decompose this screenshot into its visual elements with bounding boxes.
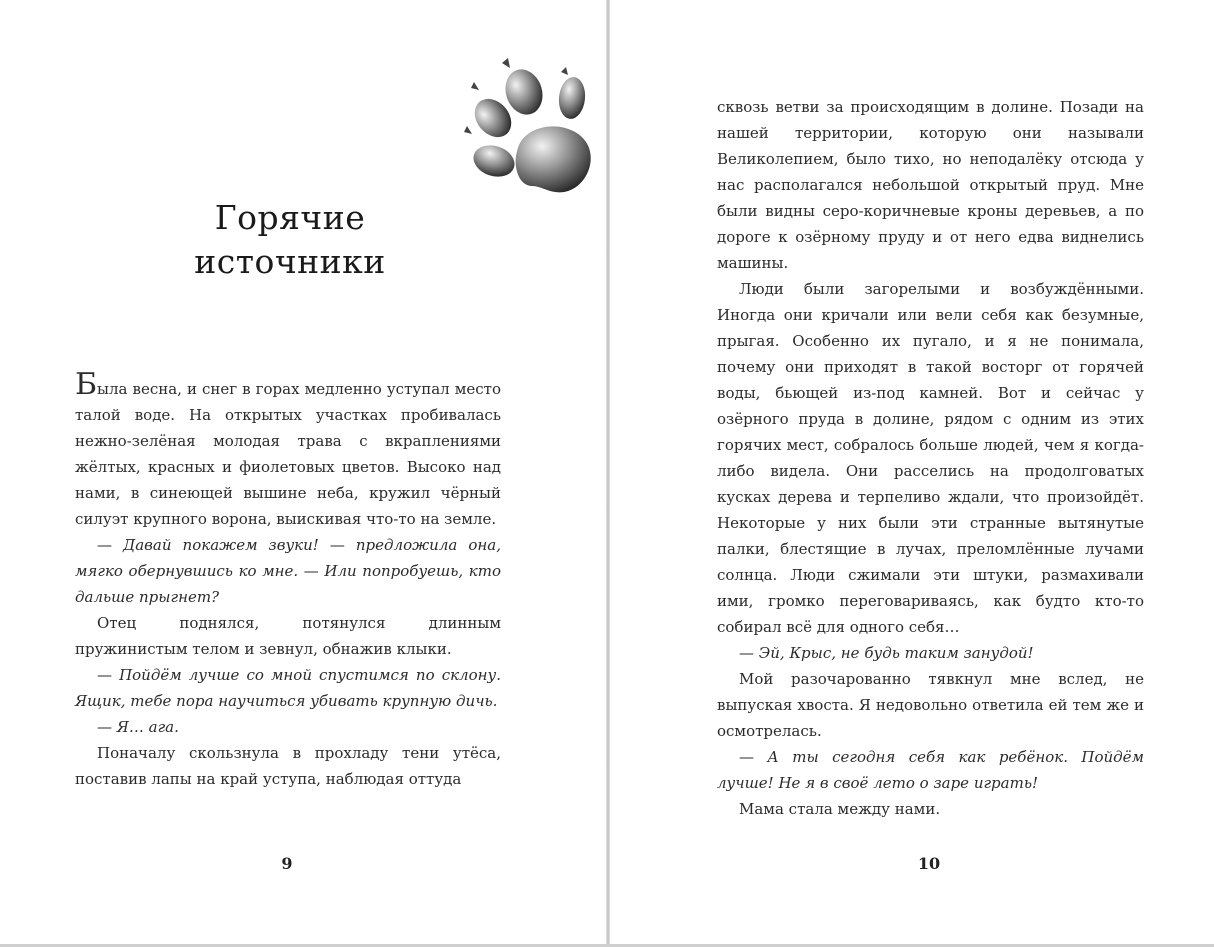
page-number-right: 10	[917, 854, 941, 873]
paragraph: Была весна, и снег в горах медленно уступал место талой воде. На открытых участках пробивалась нежно-зелёная молодая трава с вкраплениями жёлтых, красных и фиолетовых цветов. Высоко над нами, в синеющей вышине неба, кружил чёрный силуэт крупного ворона, выискивая что-то на земле.	[75, 367, 501, 528]
left-page	[0, 0, 606, 944]
dialog-line: — А ты сегодня себя как ребёнок. Пойдём лучше! Не я в своё лето о заре играть!	[717, 748, 1144, 792]
paragraph: Отец поднялся, потянулся длинным пружинистым телом и зевнул, обнажив клыки.	[75, 614, 501, 658]
paw-print-icon	[458, 58, 598, 200]
paragraph: Мама стала между нами.	[739, 800, 941, 818]
dialog-line: — Я… ага.	[97, 718, 179, 736]
chapter-title-line-2: источники	[194, 242, 386, 281]
paragraph: Мой разочарованно тявкнул мне вслед, не выпуская хвоста. Я недовольно ответила ей тем же и осмотрелась.	[717, 670, 1144, 740]
dialog-line: — Давай покажем звуки! — предложила она, мягко обернувшись ко мне. — Или попробуешь, кто дальше прыгнет?	[75, 536, 501, 606]
dialog-line: — Эй, Крыс, не будь таким занудой!	[739, 644, 1034, 662]
dialog-line: — Пойдём лучше со мной спустимся по склону. Ящик, тебе пора научиться убивать крупную дичь.	[75, 666, 501, 710]
chapter-title	[150, 196, 430, 284]
page-number-left: 9	[281, 854, 293, 873]
paragraph: сквозь ветви за происходящим в долине. Позади на нашей территории, которую они называли Великолепием, было тихо, но неподалёку отсюда у нас располагался небольшой открытый пруд. Мне были видны серо-коричневые кроны деревьев, а по дороге к озёрному пруду и от него едва виднелись машины.	[717, 98, 1144, 272]
drop-cap: Б	[75, 367, 98, 402]
right-page-body	[717, 94, 1144, 822]
paragraph: Люди были загорелыми и возбуждёнными. Иногда они кричали или вели себя как безумные, прыгая. Особенно их пугало, и я не понимала, почему они приходят в такой восторг от горячей воды, бьющей из-под камней. Вот и сейчас у озёрного пруда в долине, рядом с одним из этих горячих мест, собралось больше людей, чем я когда-либо видела. Они расселись на продолговатых кусках дерева и терпеливо ждали, что произойдёт. Некоторые у них были эти странные вытянутые палки, блестящие в лучах, преломлённые лучами солнца. Люди сжимали эти штуки, размахивали ими, громко переговариваясь, как будто кто-то собирал всё для одного себя…	[717, 280, 1144, 636]
paragraph: Поначалу скользнула в прохладу тени утёса, поставив лапы на край уступа, наблюдая оттуда	[75, 744, 501, 788]
left-page-body	[75, 367, 501, 792]
chapter-title-line-1: Горячие	[214, 198, 366, 237]
